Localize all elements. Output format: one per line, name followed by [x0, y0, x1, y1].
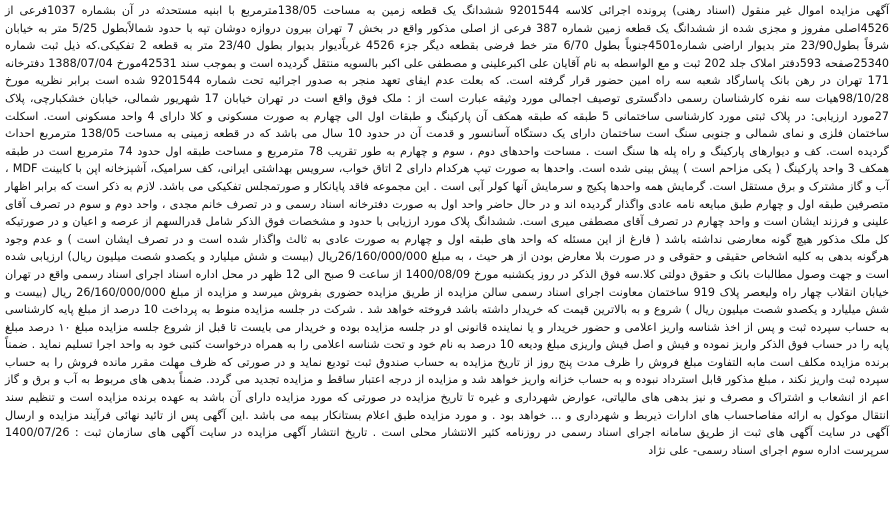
auction-notice-text: آگهی مزایده اموال غیر منقول (اسناد رهنی) پرونده اجرائی کلاسه 9201544 ششدانگ یک قطعه زمین به مساحت 138/05مترمربع با ابنیه مستحدثه در آن بشماره 1037فرعی از 4526اصلی مفروز و مجزی شده از ششدانگ یک قطعه زمین شماره 387 فرعی از اصلی مذکور واقع در بخش 7 تهران بیرون دروازه دوشان تپه با حدود شمالاًبطول 5/25 متر به خیابان شرقاً بطول23/90 متر بدیوار اراضی شماره4501جنوباً بطول 6/70 متر خط فرضی بقطعه دیگر جزء 4526 غرباًدیوار بدیوار بطول 23/40 متر به قطعه 2 تفکیکی.که ذیل ثبت شماره 25340صفحه 593دفتر املاک جلد 202 ثبت و مع الواسطه به نام آقایان علی اکبرعلینی و مصطفی علی اکبر بالسویه منتقل گردیده است و بموجب سند 42531مورخ 1388/07/04 دفترخانه 171 تهران در رهن بانک پاسارگاد شعبه سه راه امین حضور قرار گرفته است. که بعلت عدم ایفای تعهد منجر به صدور اجرائیه تحت شماره 9201544 شده است برابر نظریه مورخ 98/10/28هیات سه نفره کارشناسان رسمی دادگستری توصیف اجمالی مورد وثیقه عبارت است از : ملک فوق واقع است در تهران خیابان 17 شهریور شمالی، خیابان خشکبارچی، پلاک 27مورد ارزیابی: در پلاک ثبتی مورد کارشناسی ساختمانی 5 طبقه که طبقه همکف آن پارکینگ و طبقات اول الی چهارم به صورت مسکونی و کلا دارای 4 واحد مسکونی است. اسکلت ساختمان فلزی و نمای شمالی و جنوبی سنگ است ساختمان دارای یک دستگاه آسانسور و قدمت آن در حدود 10 سال می باشد که در قطعه زمینی به مساحت 138/05 مترمربع احداث گردیده است. کف و دیوارهای پارکینگ و راه پله ها سنگ است . مساحت واحدهای دوم ، سوم و چهارم به طور تقریب 78 مترمربع و مساحت طبقه اول حدود 74 مترمربع است در طبقه همکف 3 واحد پارکینگ ( یکی مزاحم است ) پیش بینی شده است. واحدها به صورت تیپ هرکدام دارای 2 اتاق خواب، سرویس بهداشتی ایرانی، کف سرامیک، آشپزخانه اپن با کابینت MDF ، آب و گاز مشترک و برق مستقل است. گرمایش همه واحدها پکیج و سرمایش آنها کولر آبی است . این مجموعه فاقد پایانکار و صورتمجلس تفکیکی می باشد. لازم به ذکر است که برابر اظهار متصرفین طبقه اول و چهارم طبق مبایعه نامه عادی واگذار گردیده اند و در حال حاضر واحد اول به صورت دفترخانه اسناد رسمی و در تصرف خانم مجدی ، واحد دوم و سوم در تصرف آقای علینی و فرزند ایشان است و واحد چهارم در تصرف آقای مصطفی میری است. ششدانگ پلاک مورد ارزیابی با حدود و مشخصات فوق الذکر شامل قدرالسهم از عرصه و اعیان و در صورتیکه کل ملک مذکور هیچ گونه معارضی نداشته باشد ( فارغ از این مسئله که واحد های طبقه اول و چهارم به صورت عادی به ثالث واگذار شده است و در تصرف ایشان است ) و عدم وجود هرگونه بدهی به کلیه اشخاص حقیقی و حقوقی و در صورت بلا معارض بودن از هر حیث ، به مبلغ 26/160/000/000ریال (بیست و شش میلیارد و یکصدو شصت میلیون ریال) ارزیابی شده است و جهت وصول مطالبات بانک و حقوق دولتی کلا.سه فوق الذکر در روز یکشنبه مورخ 1400/08/09 از ساعت 9 صبح الی 12 ظهر در محل اداره اسناد اجرای اسناد رسمی واقع در تهران خیابان انقلاب چهار راه ولیعصر پلاک 919 ساختمان معاونت اجرای اسناد رسمی سالن مزایده از طریق مزایده حضوری بفروش میرسد و مزایده از مبلغ 26/160/000/000 ریال (بیست و شش میلیارد و یکصدو شصت میلیون ریال ) شروع و به بالاترین قیمت که خریدار داشته باشد فروخته خواهد شد . شرکت در جلسه مزایده منوط به پرداخت 10 درصد از مبلغ پایه کارشناسی به حساب سپرده ثبت و پس از اخذ شناسه واریز اعلامی و حضور خریدار و یا نماینده قانونی او در جلسه مزایده بوده و خریدار می بایست تا قبل از شروع جلسه مزایده مبلغ ١۰ درصد مبلغ پایه را در حساب فوق الذکر واریز نموده و فیش و اصل فیش واریزی مبلغ ودیعه 10 درصد به نام خود و تحت شناسه اعلامی را به همراه درخواست کتبی خود به واحد اجرا تسلیم نماید . ضمناً برنده مزایده مکلف است مابه التفاوت مبلغ فروش را ظرف مدت پنج روز از تاریخ مزایده به حساب صندوق ثبت تودیع نماید و در صورتی که ظرف مهلت مقرر مانده فروش را به حساب سپرده ثبت واریز نکند ، مبلغ مذکور قابل استرداد نبوده و به حساب خزانه واریز خواهد شد و مزایده از درجه اعتبار ساقط و مزایده تجدید می گردد. ضمناً بدهی های مربوط به آب و برق و گاز اعم از انشعاب و اشتراک و مصرف و نیز بدهی های مالیاتی، عوارض شهرداری و غیره تا تاریخ مزایده در صورتی که مورد مزایده دارای آن باشد به عهده برنده مزایده است و تنظیم سند انتقال موکول به ارائه مفاصاحساب های ادارات ذیربط و شهرداری و ... خواهد بود . و مورد مزایده طبق اعلام بستانکار بیمه می باشد .این آگهی پس از تائید نهائی فرآیند مزایده و ارسال آگهی در سایت آگهی های ثبت از طریق سامانه اجرای اسناد رسمی در روزنامه کثیر الانتشار محلی است . تاریخ انتشار آگهی مزایده در سایت آگهی های سازمان ثبت : 1400/07/26 سرپرست اداره سوم اجرای اسناد رسمی- علی نژاد: [5, 4, 890, 457]
